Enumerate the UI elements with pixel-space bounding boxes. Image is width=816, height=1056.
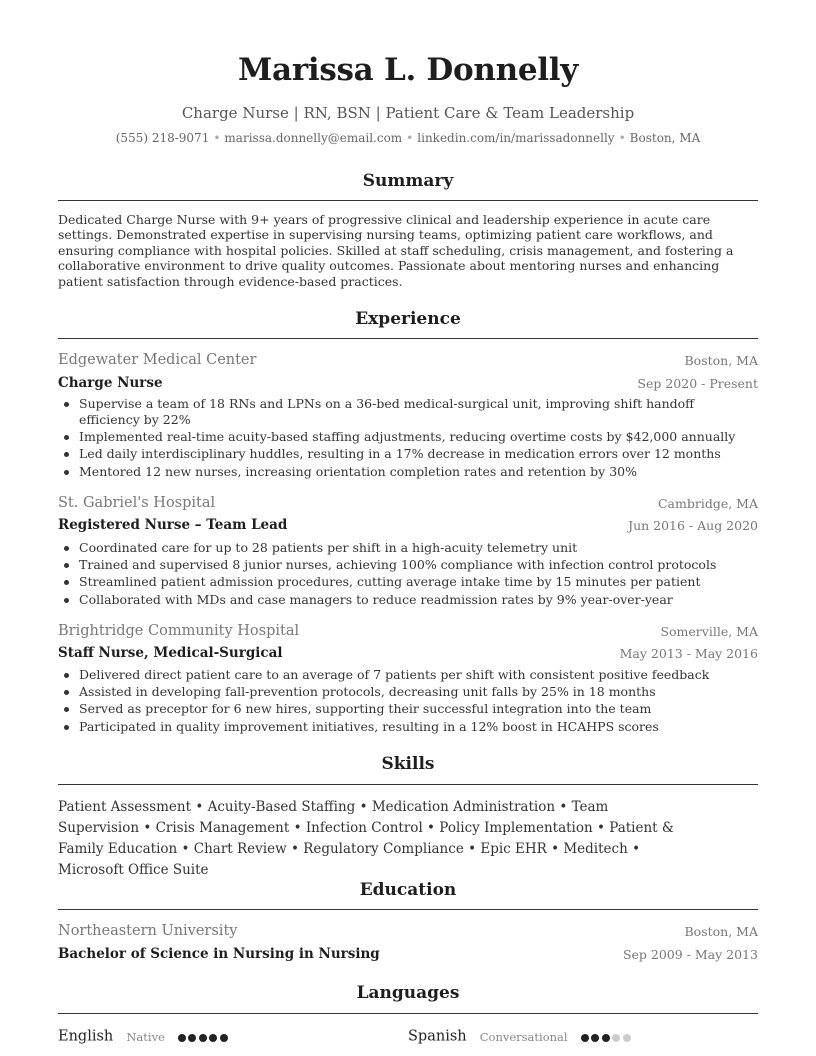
bullet-item: Implemented real-time acuity-based staffing adjustments, reducing overtime costs by $42,000 annually	[58, 429, 758, 445]
bullet-item: Coordinated care for up to 28 patients per shift in a high-acuity telemetry unit	[58, 540, 758, 556]
job-title: Registered Nurse – Team Lead	[58, 517, 288, 533]
contact-separator: •	[406, 131, 414, 145]
job-dates: May 2013 - May 2016	[619, 646, 758, 661]
job-role-row	[58, 375, 758, 393]
language-level: Conversational	[479, 1029, 568, 1044]
bullet-item: Assisted in developing fall-prevention protocols, decreasing unit falls by 25% in 18 months	[58, 684, 758, 700]
experience-heading: Experience	[355, 309, 461, 329]
bullet-item: Collaborated with MDs and case managers to reduce readmission rates by 9% year-over-year	[58, 592, 758, 608]
job-dates: Sep 2020 - Present	[637, 376, 758, 391]
section-divider	[58, 338, 758, 339]
rating-dot-filled	[220, 1034, 228, 1042]
section-divider	[58, 200, 758, 201]
contact-separator: •	[618, 131, 626, 145]
rating-dot-filled	[178, 1034, 186, 1042]
bullet-item: Mentored 12 new nurses, increasing orientation completion rates and retention by 30%	[58, 464, 758, 480]
language-level: Native	[126, 1029, 165, 1044]
contact-phone: (555) 218-9071	[115, 131, 210, 145]
language-rating	[178, 1027, 231, 1046]
summary-heading: Summary	[362, 171, 454, 191]
bullet-item: Served as preceptor for 6 new hires, supporting their successful integration into the team	[58, 701, 758, 717]
education-school: Northeastern University	[58, 923, 238, 939]
education-dates: Sep 2009 - May 2013	[622, 947, 758, 962]
summary-text: Dedicated Charge Nurse with 9+ years of progressive clinical and leadership experience in acute care settings. Demonstrated expertise in supervising nursing teams, optimizing patient care workflows, and ensuring compliance with hospital policies. Skilled at staff scheduling, crisis management, and fostering a collaborative environment to drive quality outcomes. Passionate about mentoring nurses and enhancing patient satisfaction through evidence-based practices.	[58, 212, 734, 289]
job-employer: Brightridge Community Hospital	[58, 623, 300, 639]
job-bullets	[58, 396, 758, 481]
section-divider	[58, 784, 758, 785]
rating-dot-filled	[591, 1034, 599, 1042]
rating-dot-empty	[623, 1034, 631, 1042]
language-rating	[581, 1027, 634, 1046]
job-header	[58, 623, 758, 641]
job-employer: St. Gabriel's Hospital	[58, 495, 216, 511]
job-title: Charge Nurse	[58, 375, 163, 391]
rating-dot-empty	[612, 1034, 620, 1042]
language-name: Spanish	[408, 1028, 467, 1045]
job-role-row	[58, 517, 758, 535]
rating-dot-filled	[188, 1034, 196, 1042]
rating-dot-filled	[602, 1034, 610, 1042]
section-divider	[58, 909, 758, 910]
contact-location: Boston, MA	[629, 131, 701, 145]
education-heading: Education	[359, 880, 457, 900]
skills-heading: Skills	[381, 754, 435, 774]
job-role-row	[58, 645, 758, 663]
job-bullets	[58, 540, 758, 609]
job-location: Boston, MA	[684, 353, 758, 368]
job-dates: Jun 2016 - Aug 2020	[628, 518, 758, 533]
contact-separator: •	[213, 131, 221, 145]
language-name: English	[58, 1028, 114, 1045]
education-location: Boston, MA	[684, 924, 758, 939]
rating-dot-filled	[209, 1034, 217, 1042]
education-degree: Bachelor of Science in Nursing in Nursing	[58, 946, 380, 962]
bullet-item: Streamlined patient admission procedures, cutting average intake time by 15 minutes per patient	[58, 574, 758, 590]
job-bullets	[58, 667, 758, 736]
job-header	[58, 495, 758, 513]
resume-headline: Charge Nurse | RN, BSN | Patient Care & Team Leadership	[181, 104, 635, 122]
job-header	[58, 352, 758, 370]
rating-dot-filled	[581, 1034, 589, 1042]
job-title: Staff Nurse, Medical-Surgical	[58, 645, 283, 661]
language-item	[408, 1026, 633, 1046]
contact-line	[58, 131, 758, 145]
bullet-item: Participated in quality improvement initiatives, resulting in a 12% boost in HCAHPS scores	[58, 719, 758, 735]
languages-heading: Languages	[356, 983, 460, 1003]
job-employer: Edgewater Medical Center	[58, 352, 257, 368]
job-location: Cambridge, MA	[657, 496, 758, 511]
bullet-item: Supervise a team of 18 RNs and LPNs on a 36-bed medical-surgical unit, improving shift handoff efficiency by 22%	[58, 396, 758, 428]
resume-name: Marissa L. Donnelly	[238, 52, 578, 88]
section-divider	[58, 1013, 758, 1014]
contact-linkedin[interactable]: linkedin.com/in/marissadonnelly	[417, 131, 615, 145]
language-item	[58, 1026, 230, 1046]
bullet-item: Trained and supervised 8 junior nurses, achieving 100% compliance with infection control protocols	[58, 557, 758, 573]
bullet-item: Led daily interdisciplinary huddles, resulting in a 17% decrease in medication errors over 12 months	[58, 446, 758, 462]
education-header	[58, 923, 758, 941]
bullet-item: Delivered direct patient care to an average of 7 patients per shift with consistent positive feedback	[58, 667, 758, 683]
contact-email[interactable]: marissa.donnelly@email.com	[224, 131, 403, 145]
skills-list: Patient Assessment • Acuity-Based Staffing • Medication Administration • Team Supervision • Crisis Management • Infection Control • Policy Implementation • Patient & Family Education • Chart Review • Regulatory Compliance • Epic EHR • Meditech • Microsoft Office Suite	[58, 799, 674, 878]
job-location: Somerville, MA	[660, 624, 758, 639]
education-degree-row	[58, 946, 758, 964]
rating-dot-filled	[199, 1034, 207, 1042]
